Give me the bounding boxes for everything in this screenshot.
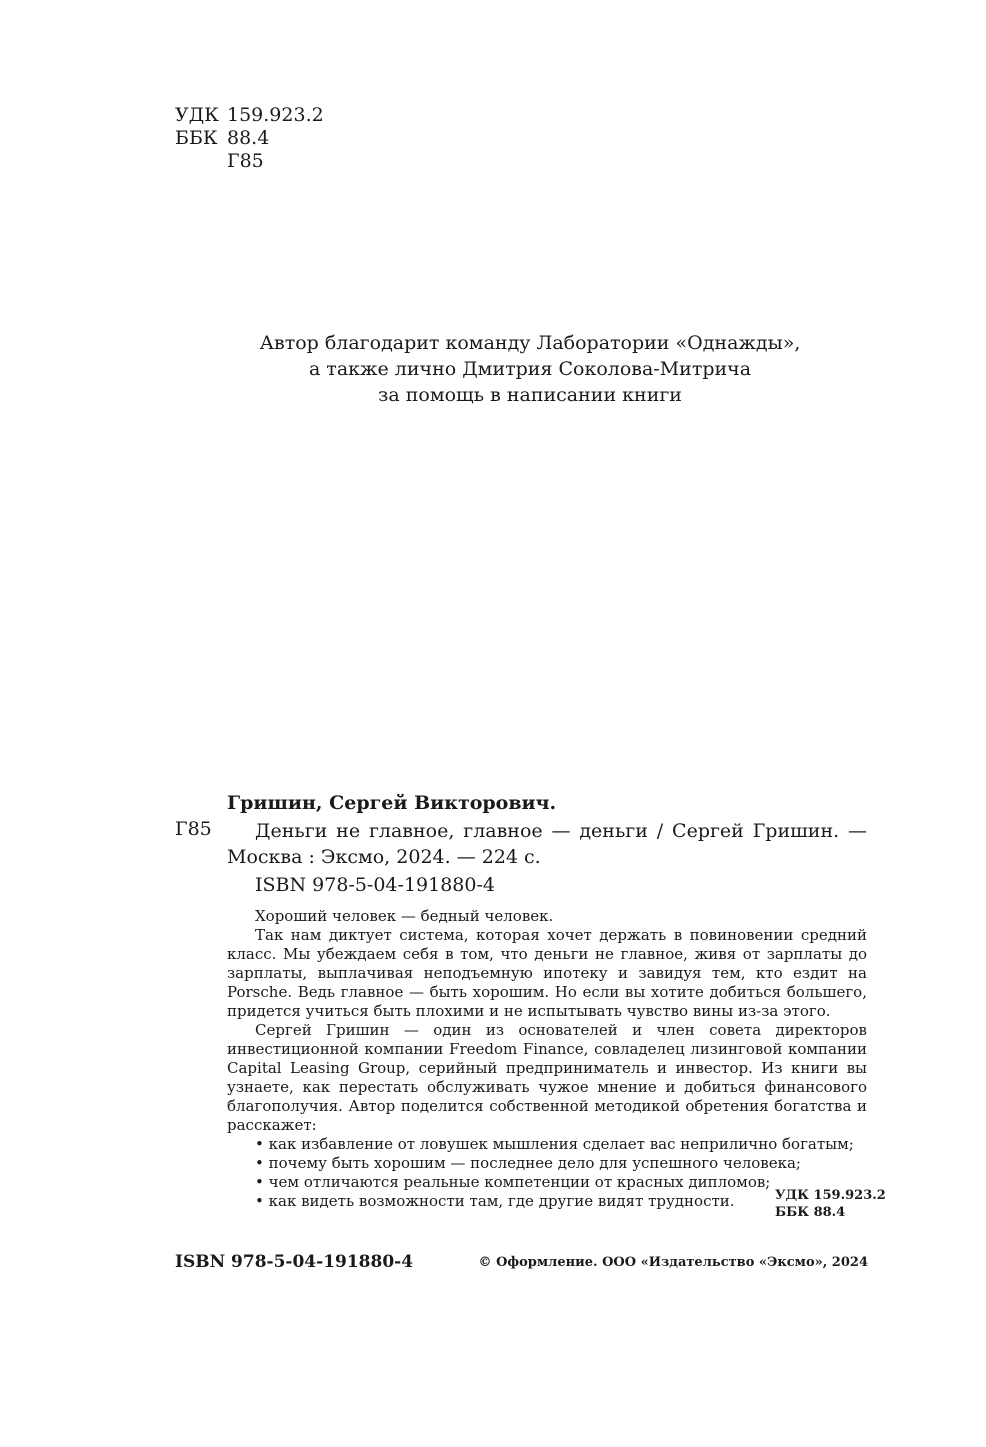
- annotation-paragraph: Сергей Гришин — один из основателей и член совета директоров инвестиционной компании Freedom Finance, совладелец лизинговой компании Capital Leasing Group, серийный предприниматель и инвестор. Из книги вы узнаете, как перестать обслуживать чужое мнение и добиться финансового благополучия. Автор поделится собственной методикой обретения богатства и расскажет:: [227, 1021, 867, 1134]
- bullet-item: • как видеть возможности там, где другие видят трудности.: [255, 1192, 867, 1211]
- annotation-paragraph: Хороший человек — бедный человек.: [255, 907, 554, 925]
- footer-isbn: ISBN 978-5-04-191880-4: [175, 1252, 414, 1272]
- bibliographic-isbn: ISBN 978-5-04-191880-4: [255, 874, 495, 896]
- ack-line: а также лично Дмитрия Соколова-Митрича: [308, 358, 752, 380]
- bbk-label: ББК: [175, 127, 218, 149]
- bullet-item: • как избавление от ловушек мышления сделает вас неприлично богатым;: [255, 1135, 867, 1154]
- small-udk: УДК 159.923.2: [775, 1188, 886, 1203]
- copyright: © Оформление. ООО «Издательство «Эксмо», 2024: [478, 1255, 868, 1270]
- bibliographic-reference: [227, 818, 867, 870]
- annotation-bullet-list: [227, 1135, 867, 1211]
- ack-line: за помощь в написании книги: [378, 384, 682, 406]
- bbk-value: 88.4: [227, 127, 270, 149]
- bibliographic-author-sign: Г85: [175, 818, 212, 840]
- udk-value: 159.923.2: [227, 104, 324, 126]
- acknowledgement: [180, 330, 880, 408]
- reference-text: Деньги не главное, главное — деньги / Сергей Гришин. — Москва : Эксмо, 2024. — 224 с.: [227, 820, 867, 868]
- catalog-codes: [175, 104, 324, 173]
- annotation-paragraph: Так нам диктует система, которая хочет держать в повиновении средний класс. Мы убеждаем себя в том, что деньги не главное, живя от зарплаты до зарплаты, выплачивая неподъемную ипотеку и завидуя тем, кто ездит на Porsche. Ведь главное — быть хорошим. Но если вы хотите добиться большего, придется учиться быть плохими и не испытывать чувство вины из-за этого.: [227, 926, 867, 1020]
- small-bbk: ББК 88.4: [775, 1205, 846, 1220]
- ack-line: Автор благодарит команду Лаборатории «Однажды»,: [259, 332, 801, 354]
- bullet-item: • чем отличаются реальные компетенции от красных дипломов;: [255, 1173, 867, 1192]
- bullet-item: • почему быть хорошим — последнее дело для успешного человека;: [255, 1154, 867, 1173]
- annotation: [227, 907, 867, 1211]
- author-sign: Г85: [227, 150, 264, 172]
- author-heading: Гришин, Сергей Викторович.: [227, 792, 557, 814]
- small-codes: [775, 1187, 886, 1221]
- udk-label: УДК: [175, 104, 219, 126]
